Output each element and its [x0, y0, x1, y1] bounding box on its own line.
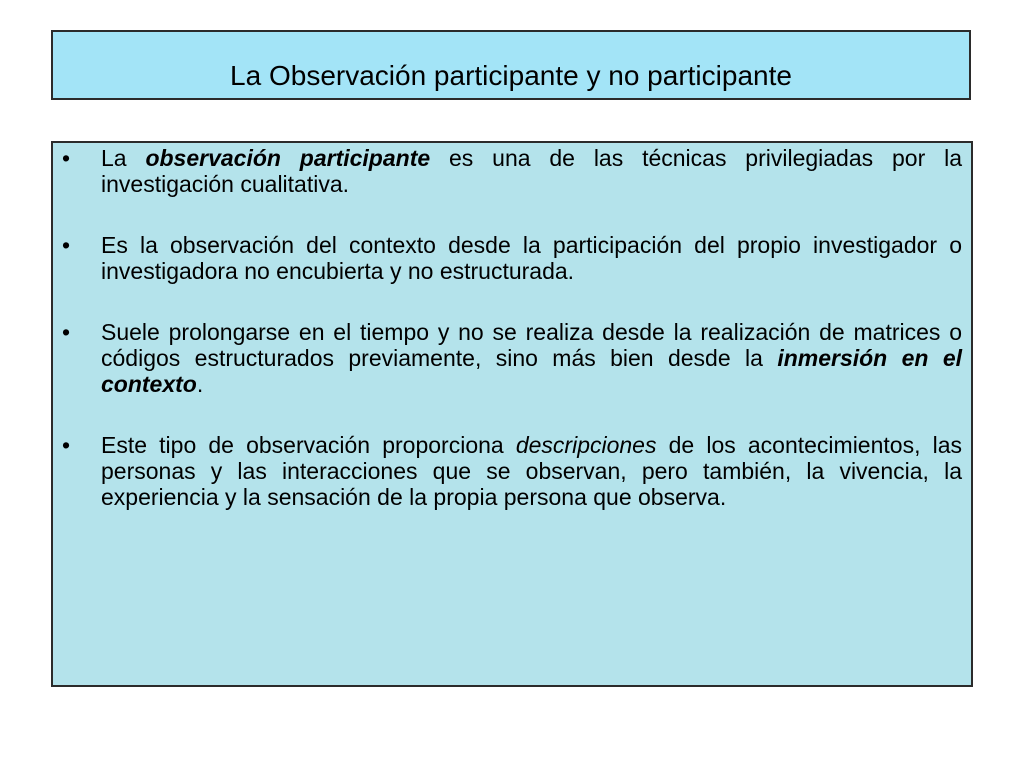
bullet-3-text-before: Suele prolongarse en el tiempo y no se realiza desde la realización de matrices o códigos estructurados previamente, sino más bien desde la	[101, 319, 962, 371]
bullet-item-4	[53, 432, 971, 510]
bullet-item-1	[53, 145, 971, 197]
slide-title: La Observación participante y no participante	[230, 60, 792, 91]
bullet-1-text-before: La	[101, 145, 146, 171]
bullet-icon: •	[62, 145, 71, 171]
bullet-icon: •	[62, 232, 71, 258]
bullet-icon: •	[62, 432, 71, 458]
bullet-4-text-after: de los acontecimientos, las personas y las interacciones que se observan, pero también, la vivencia, la experiencia y la sensación de la propia persona que observa.	[101, 432, 962, 510]
bullet-item-2	[53, 232, 971, 284]
slide-content-box	[51, 141, 973, 687]
bullet-list	[53, 145, 971, 510]
bullet-icon: •	[62, 319, 71, 345]
slide-title-box	[51, 30, 971, 100]
bullet-4-text-before: Este tipo de observación proporciona	[101, 432, 516, 458]
bullet-1-text-after: es una de las técnicas privilegiadas por la investigación cualitativa.	[101, 145, 962, 197]
bullet-3-text-after: .	[196, 371, 204, 397]
bullet-4-emphasis: descripciones	[515, 432, 657, 458]
bullet-item-3	[53, 319, 971, 397]
bullet-1-emphasis: observación participante	[145, 145, 431, 171]
bullet-3-emphasis: inmersión en el contexto	[101, 345, 963, 397]
bullet-2-text: Es la observación del contexto desde la participación del propio investigador o investigadora no encubierta y no estructurada.	[101, 232, 962, 284]
